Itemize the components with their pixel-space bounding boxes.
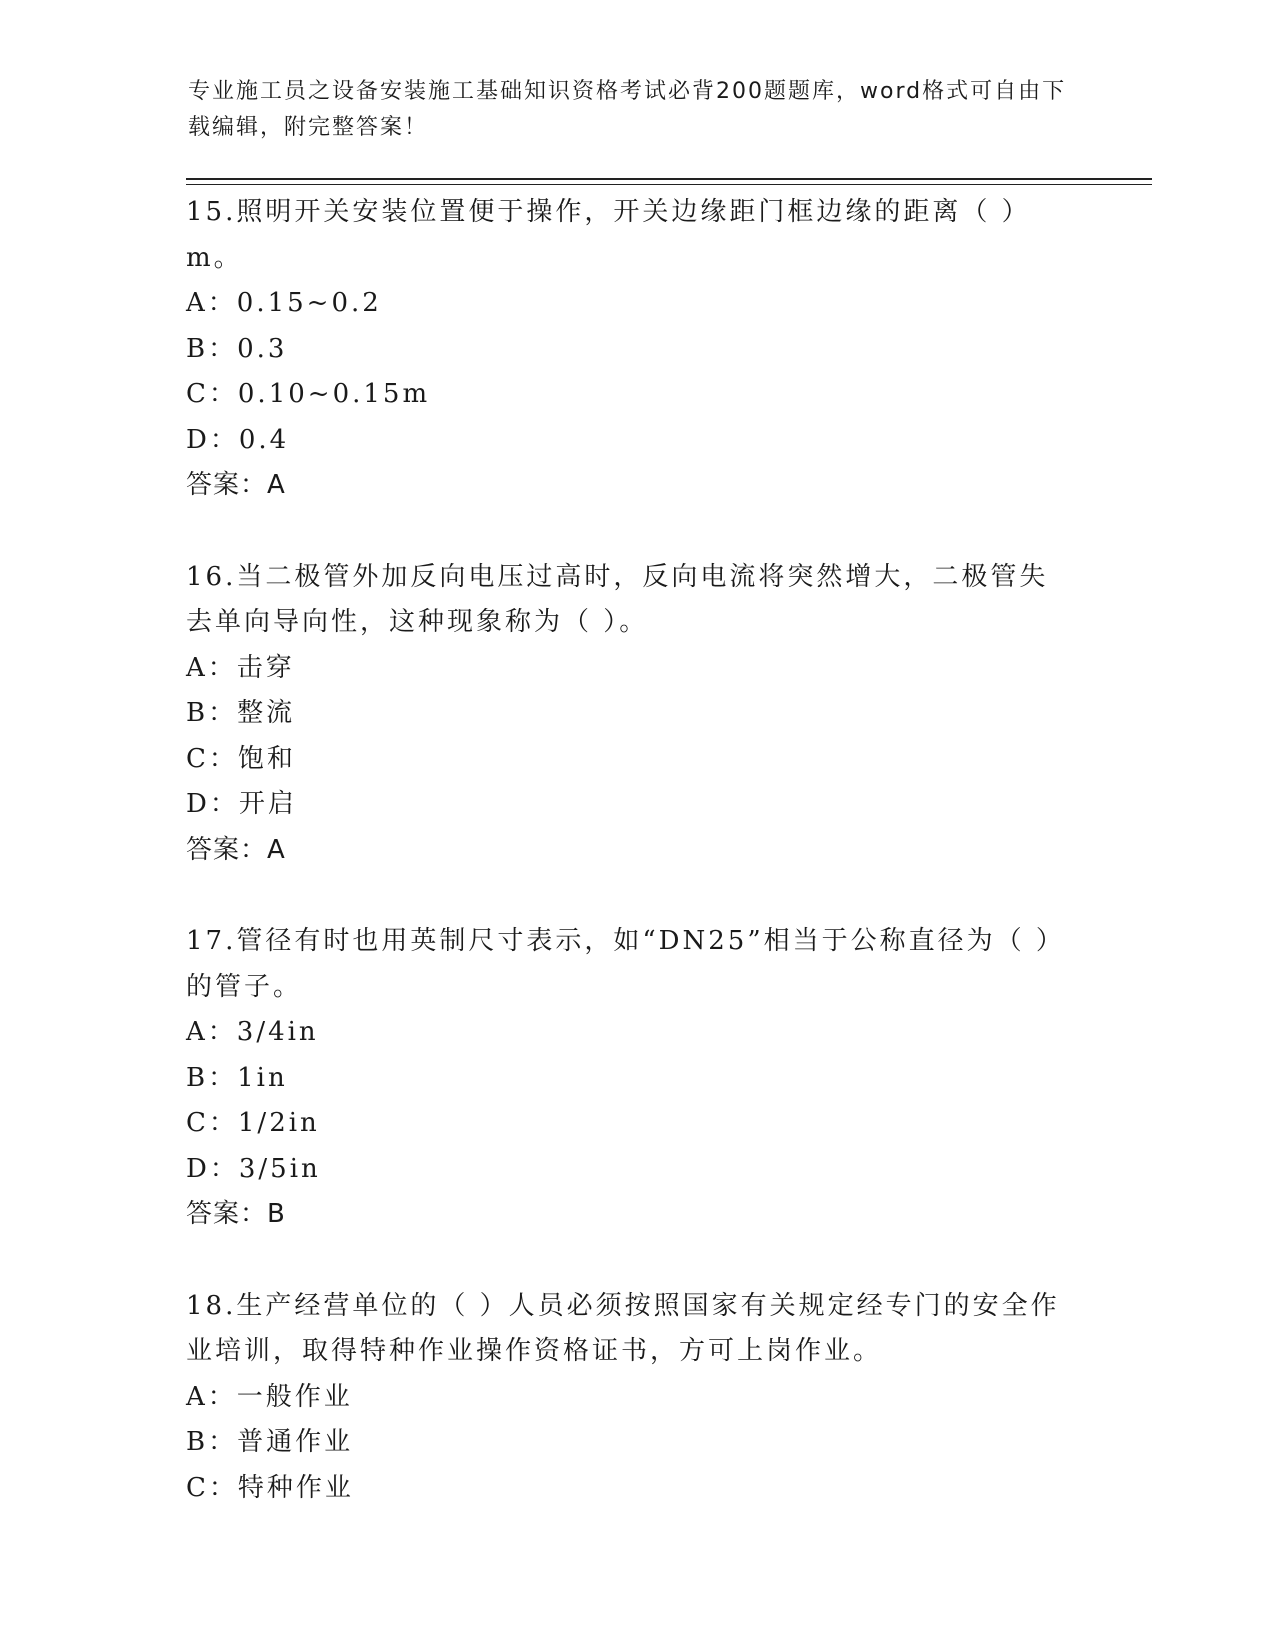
question-17 bbox=[186, 919, 1086, 1238]
option-d: D：0.4 bbox=[186, 424, 290, 455]
answer-line: 答案：A bbox=[186, 834, 286, 865]
question-text: 18.生产经营单位的（ ）人员必须按照国家有关规定经专门的安全作业培训，取得特种作业操作资格证书，方可上岗作业。 bbox=[186, 1290, 1060, 1366]
option-c: C：1/2in bbox=[186, 1108, 320, 1138]
option-d: D：3/5in bbox=[186, 1153, 321, 1184]
answer-line: 答案：A bbox=[186, 470, 286, 500]
header-rule-thick bbox=[186, 178, 1152, 180]
option-c: C：饱和 bbox=[186, 743, 296, 774]
question-text: 17.管径有时也用英制尺寸表示，如“DN25”相当于公称直径为（ ）的管子。 bbox=[186, 926, 1065, 1002]
option-a: A：3/4in bbox=[186, 1017, 319, 1047]
option-d: D：开启 bbox=[186, 789, 297, 819]
document-header: 专业施工员之设备安装施工基础知识资格考试必背200题题库，word格式可自由下载编辑，附完整答案！ bbox=[188, 79, 1067, 140]
question-text: 16.当二极管外加反向电压过高时，反向电流将突然增大，二极管失去单向导向性，这种现象称为（ ）。 bbox=[186, 561, 1049, 637]
option-c: C：0.10~0.15m bbox=[186, 379, 431, 409]
question-15 bbox=[186, 190, 1086, 509]
option-b: B：普通作业 bbox=[186, 1427, 354, 1457]
option-c: C：特种作业 bbox=[186, 1472, 354, 1503]
question-list bbox=[186, 190, 1086, 1557]
option-b: B：1in bbox=[186, 1062, 288, 1093]
answer-line: 答案：B bbox=[186, 1199, 286, 1229]
question-16 bbox=[186, 555, 1086, 874]
option-a: A：0.15~0.2 bbox=[186, 288, 382, 318]
question-text: 15.照明开关安装位置便于操作，开关边缘距门框边缘的距离（ ）m。 bbox=[186, 197, 1031, 273]
header-rule-thin bbox=[186, 184, 1152, 185]
option-a: A：击穿 bbox=[186, 652, 295, 683]
option-a: A：一般作业 bbox=[186, 1381, 353, 1412]
option-b: B：0.3 bbox=[186, 333, 288, 364]
option-b: B：整流 bbox=[186, 698, 296, 728]
question-18 bbox=[186, 1284, 1086, 1512]
